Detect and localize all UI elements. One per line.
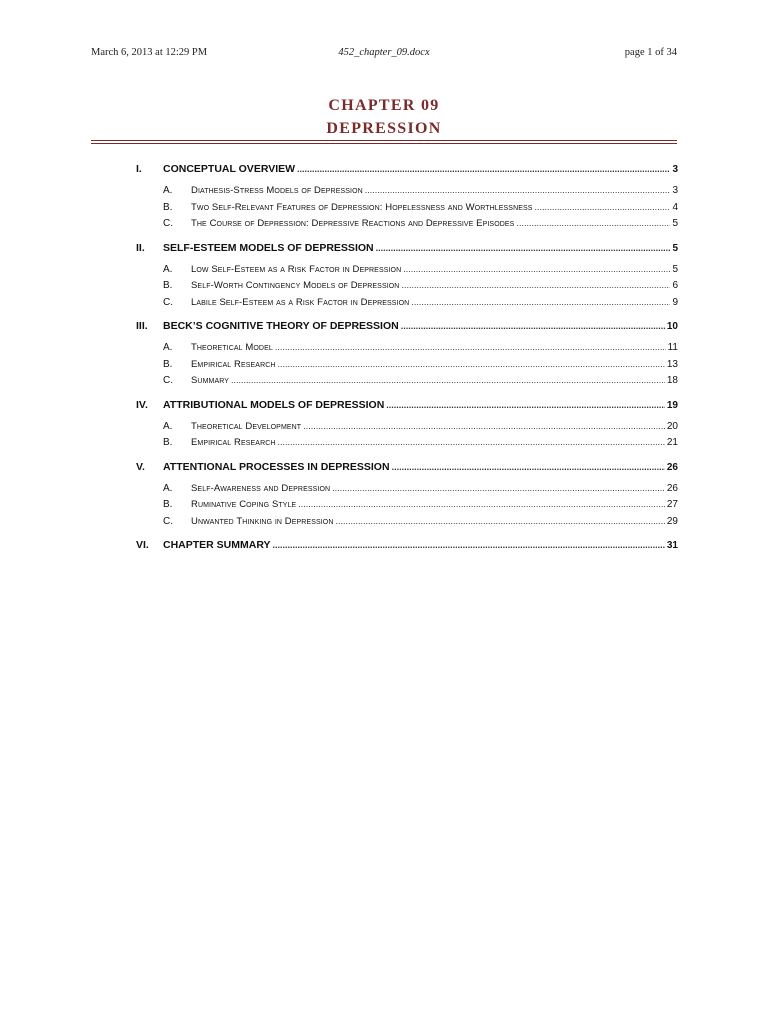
chapter-number: CHAPTER 09 [328,97,440,114]
toc-subsection-page: 26 [666,482,678,494]
toc-leader-dots [298,499,665,509]
toc-subsection-letter: C. [163,296,173,308]
toc-subsection-letter: A. [163,185,173,196]
toc-section-label: CONCEPTUAL OVERVIEW [163,163,296,175]
toc-subsection-letter: B. [163,437,173,448]
toc-subsection-label: Low Self-Esteem as a Risk Factor in Depression [191,263,402,275]
toc-subsection-letter: A. [163,482,173,494]
toc-subsection-label: Theoretical Model [191,342,273,353]
toc-leader-dots [278,359,665,369]
page-header [91,47,677,61]
toc-leader-dots [303,421,665,431]
toc-section-number: II. [136,241,145,254]
toc-leader-dots [411,297,670,307]
toc-subsection-page: 6 [672,280,678,291]
toc-subsection-page: 3 [672,185,678,196]
toc-subsection-label: Summary [191,375,230,386]
toc-subsection-letter: B. [163,358,173,370]
toc-section-number: VI. [136,539,149,551]
chapter-name: DEPRESSION [326,120,442,137]
toc-section[interactable] [136,399,678,418]
toc-subsection-list [136,342,678,392]
toc-leader-dots [365,185,671,195]
toc-section-page: 31 [666,540,678,551]
toc-section-label: CHAPTER SUMMARY [163,539,271,551]
toc-subsection-page: 13 [666,358,678,370]
toc-leader-dots [401,280,670,290]
toc-subsection[interactable] [136,202,678,219]
toc-section[interactable] [136,320,678,339]
toc-section-number: V. [136,460,145,473]
toc-section[interactable] [136,163,678,182]
toc-subsection-list [136,264,678,314]
toc-leader-dots [231,375,665,385]
toc-subsection[interactable] [136,185,678,202]
toc-section-label: SELF-ESTEEM MODELS OF DEPRESSION [163,241,374,254]
toc-section-number: I. [136,163,142,175]
toc-leader-dots [403,264,670,274]
toc-section-page: 5 [672,242,678,254]
toc-subsection-letter: A. [163,342,173,353]
toc-section-label: ATTENTIONAL PROCESSES IN DEPRESSION [163,460,390,473]
toc-subsection-label: Empirical Research [191,358,276,370]
toc-subsection[interactable] [136,375,678,392]
toc-subsection[interactable] [136,499,678,516]
title-rule-bottom [91,143,677,144]
toc-leader-dots [278,437,665,447]
toc-section-number: IV. [136,398,148,411]
title-rule-top [91,140,677,141]
toc-leader-dots [336,516,665,526]
toc-subsection-page: 5 [672,263,678,275]
toc-subsection-letter: C. [163,375,173,386]
toc-subsection-page: 27 [666,499,678,510]
header-date: March 6, 2013 at 12:29 PM [91,47,208,58]
header-filename: 452_chapter_09.docx [338,47,430,58]
toc-subsection-letter: B. [163,201,173,213]
toc-leader-dots [516,218,670,228]
toc-section[interactable] [136,539,678,558]
toc-subsection-page: 11 [667,342,678,353]
toc-subsection[interactable] [136,342,678,359]
toc-subsection-page: 4 [672,201,678,213]
toc-subsection-label: Self-Worth Contingency Models of Depression [191,280,400,291]
chapter-title [0,94,768,140]
toc-subsection-letter: B. [163,280,173,291]
toc-subsection[interactable] [136,437,678,454]
header-page-info: page 1 of 34 [624,47,677,58]
toc-leader-dots [332,483,665,493]
toc-leader-dots [376,243,671,253]
toc-subsection-letter: A. [163,420,173,432]
toc-subsection[interactable] [136,359,678,376]
toc-leader-dots [273,540,665,550]
toc-leader-dots [297,164,670,174]
toc-subsection[interactable] [136,421,678,438]
table-of-contents [136,163,678,558]
toc-subsection-page: 5 [672,218,678,229]
toc-subsection[interactable] [136,280,678,297]
toc-subsection-label: Diathesis-Stress Models of Depression [191,185,363,196]
toc-section-page: 3 [672,164,678,175]
toc-subsection-page: 29 [666,515,678,527]
toc-subsection[interactable] [136,218,678,235]
toc-subsection-label: The Course of Depression: Depressive Reactions and Depressive Episodes [191,218,515,229]
toc-subsection-label: Ruminative Coping Style [191,499,297,510]
toc-section-number: III. [136,320,148,332]
toc-leader-dots [386,400,665,410]
toc-subsection-letter: B. [163,499,173,510]
toc-section[interactable] [136,242,678,261]
toc-subsection-letter: C. [163,515,173,527]
toc-subsection-label: Unwanted Thinking in Depression [191,515,334,527]
toc-subsection[interactable] [136,297,678,314]
toc-subsection-page: 20 [666,420,678,432]
toc-section-page: 10 [666,321,678,332]
toc-subsection-page: 18 [666,375,678,386]
toc-subsection-list [136,421,678,454]
toc-section-page: 19 [666,399,678,411]
toc-subsection-page: 21 [666,437,678,448]
toc-subsection[interactable] [136,264,678,281]
toc-section-label: ATTRIBUTIONAL MODELS OF DEPRESSION [163,398,385,411]
toc-section-page: 26 [666,461,678,473]
toc-leader-dots [535,202,671,212]
toc-subsection-label: Empirical Research [191,437,276,448]
toc-leader-dots [401,321,665,331]
toc-section[interactable] [136,461,678,480]
toc-subsection-list [136,185,678,235]
toc-subsection-letter: A. [163,263,173,275]
toc-section-label: BECK’S COGNITIVE THEORY OF DEPRESSION [163,320,399,332]
toc-subsection-label: Two Self-Relevant Features of Depression: Hopelessness and Worthlessness [191,201,533,213]
toc-subsection-label: Self-Awareness and Depression [191,482,331,494]
toc-subsection[interactable] [136,516,678,533]
toc-leader-dots [275,342,666,352]
toc-leader-dots [392,462,665,472]
toc-subsection-list [136,483,678,533]
toc-subsection-label: Labile Self-Esteem as a Risk Factor in Depression [191,296,410,308]
toc-subsection-letter: C. [163,218,173,229]
toc-subsection-label: Theoretical Development [191,420,302,432]
toc-subsection-page: 9 [672,296,678,308]
toc-subsection[interactable] [136,483,678,500]
